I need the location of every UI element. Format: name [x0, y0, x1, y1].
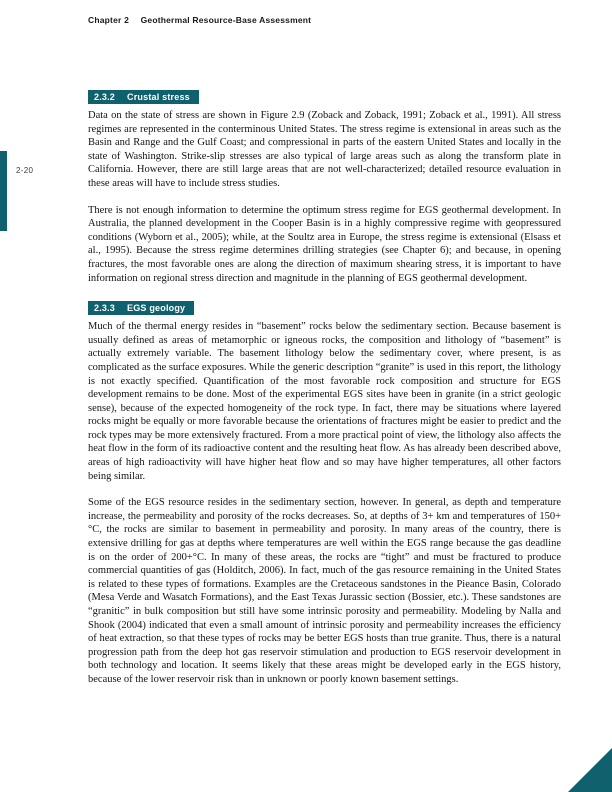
body-paragraph: Data on the state of stress are shown in Figure 2.9 (Zoback and Zoback, 1991; Zoback et al., 1991). All stress regimes are represented in the conterminous United States. The stress regime is extensional in areas such as the Basin and Range and the Gulf Coast; and compressional in parts of the eastern United States and locally in the state of Washington. Strike-slip stresses are also typical of large areas such as along the transform plate in California. However, there are still large areas that are not well-characterized; detailed resource evaluation in these areas will have to include stress studies.	[88, 110, 561, 189]
body-paragraph: There is not enough information to determine the optimum stress regime for EGS geothermal development. In Australia, the planned development in the Cooper Basin is in a highly compressive regime with geopressured conditions (Wyborn et al., 2005); while, at the Soultz area in Europe, the stress regime is extensional (Elsass et al., 1995). Because the stress regime determines drilling strategies (see Chapter 6); and because, in opening fractures, the most favorable ones are along the direction of maximum shearing stress, it is important to have information on regional stress direction and magnitude in the planning of EGS geothermal development.	[88, 204, 561, 284]
running-header	[88, 15, 311, 25]
section-title: Crustal stress	[127, 92, 190, 102]
body-paragraph: Some of the EGS resource resides in the sedimentary section, however. In general, as depth and temperature increase, the permeability and porosity of the rocks decreases. So, at depths of 3+ km and temperatures of 150+°C, the rocks are similar to basement in permeability and porosity. In many areas of the country, there is extensive drilling for gas at depths where temperatures are well within the EGS range because the gas deadline is on the order of 200+°C. In many of these areas, the rocks are “tight” and must be fractured to produce commercial quantities of gas (Holditch, 2006). In fact, much of the gas resource remaining in the United States is related to these types of formations. Examples are the Cretaceous sandstones in the Pieance Basin, Colorado (Mesa Verde and Wasatch Formations), and the East Texas Jurassic section (Bossier, etc.). These sandstones are “granitic” in bulk composition but still have some intrinsic porosity and permeability. Modeling by Nalla and Shook (2004) indicated that even a small amount of intrinsic porosity and permeability increases the efficiency of heat extraction, so that these types of rocks may be better EGS hosts than true granite. Thus, there is a natural progression path from the deep hot gas reservoir stimulation and production to EGS reservoir development in both technology and location. It seems likely that these areas might be developed early in the EGS history, because of the lower reservoir risk than in unknown or poorly known basement settings.	[88, 497, 561, 685]
page-number: 2-20	[16, 166, 34, 175]
header-chapter-label: Chapter 2	[88, 15, 130, 25]
section-heading-egs-geology	[88, 301, 194, 315]
section-number: 2.3.2	[94, 92, 116, 102]
section-title: EGS geology	[127, 303, 186, 314]
section-heading-crustal-stress	[88, 90, 199, 104]
page-content	[88, 87, 561, 700]
header-title: Geothermal Resource-Base Assessment	[140, 15, 312, 25]
corner-decoration	[568, 748, 612, 792]
page-edge-bar	[0, 151, 7, 231]
section-number: 2.3.3	[94, 303, 116, 314]
body-paragraph: Much of the thermal energy resides in “basement” rocks below the sedimentary section. Because basement is usually defined as areas of metamorphic or igneous rocks, the composition and lithology of “basement” is actually extremely variable. The basement lithology below the sedimentary cover, where present, is as complicated as the surface exposures. While the generic description “granite” is used in this report, the lithology is not exactly specified. Quantification of the most favorable rock composition and structure for EGS development remains to be done. Most of the experimental EGS sites have been in granite (in a strict geologic sense), because of the expected homogeneity of the rock type. In fact, there may be situations where layered rocks might be equally or more favorable because the orientations of fractures might be easier to predict and the rock types may be more extensively fractured. From a more practical point of view, the lithology also affects the heat flow in the form of its radioactive content and the resulting heat flow. As has already been described above, areas of high radioactivity will have higher heat flow and so may have higher temperatures, all other factors being similar.	[88, 321, 561, 482]
